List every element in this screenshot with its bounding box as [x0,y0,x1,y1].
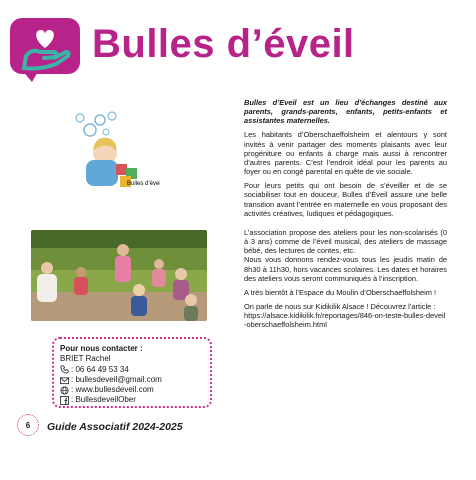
article-text [244,98,447,334]
logo-badge [10,18,80,84]
paragraph-3: L’association propose des ateliers pour les non-scolarisés (0 à 3 ans) comme de l’éveil musical, des ateliers de massage bébé, des lectures de contes, etc. [244,227,447,256]
paragraph-1: Les habitants d’Oberschaeffolsheim et alentours y sont invités à venir partager des moments plaisants avec leur progéniture ou enfants à charge mais aussi à rencontrer d’autres parents. C’est l’endroit idéal pour les parents au foyer ou en congé parental en quête de vie sociale. [244,130,447,177]
contact-phone[interactable]: : 06 64 49 53 34 [60,365,204,375]
page-number: 6 [17,414,39,436]
phone-icon [60,365,69,374]
page-title: Bulles d’éveil [92,22,355,66]
globe-icon [60,386,69,395]
facebook-icon [60,396,69,405]
contact-email[interactable]: : bullesdeveil@gmail.com [60,375,204,385]
contact-box [52,337,212,408]
paragraph-5: A très bientôt à l’Espace du Moulin d’Oberschaeffolsheim ! [244,287,437,297]
children-playing-outdoors-photo [31,230,207,321]
child-blowing-bubbles-illustration [60,108,160,196]
paragraph-2: Pour leurs petits qui ont besoin de s’éveiller et de se sociabiliser tout en douceur, Bulles d’Éveil assure une belle transition avant l’entrée en maternelle en vous proposant des activités créatives, ludiques et pédagogiques. [244,181,447,218]
paragraph-6: On parle de nous sur Kidikilik Alsace ! Découvrez l’article : [244,301,436,311]
contact-name: BRIET Rachel [60,354,111,364]
contact-website[interactable]: : www.bullesdeveil.com [60,385,204,395]
heart-in-hand-icon [10,18,80,84]
guide-title: Guide Associatif 2024-2025 [47,421,183,433]
article-link[interactable]: https://alsace.kidikilik.fr/reportages/846-on-teste-bulles-deveil-oberschaeffolsheim.html [244,311,446,330]
illustration-caption: Bulles d’éveil [127,181,160,187]
paragraph-4: Nous vous donnons rendez-vous tous les jeudis matin de 8h30 à 11h30, hors vacances scolaires. Les dates et horaires des ateliers vous seront communiqués à l’inscription. [244,255,447,283]
intro-paragraph: Bulles d’Eveil est un lieu d’échanges destiné aux parents, grands-parents, enfants, petits-enfants et assistantes maternelles. [244,98,447,126]
contact-facebook[interactable]: : BullesdeveilOber [60,395,204,405]
envelope-icon [60,376,69,385]
contact-heading: Pour nous contacter : [60,344,143,353]
